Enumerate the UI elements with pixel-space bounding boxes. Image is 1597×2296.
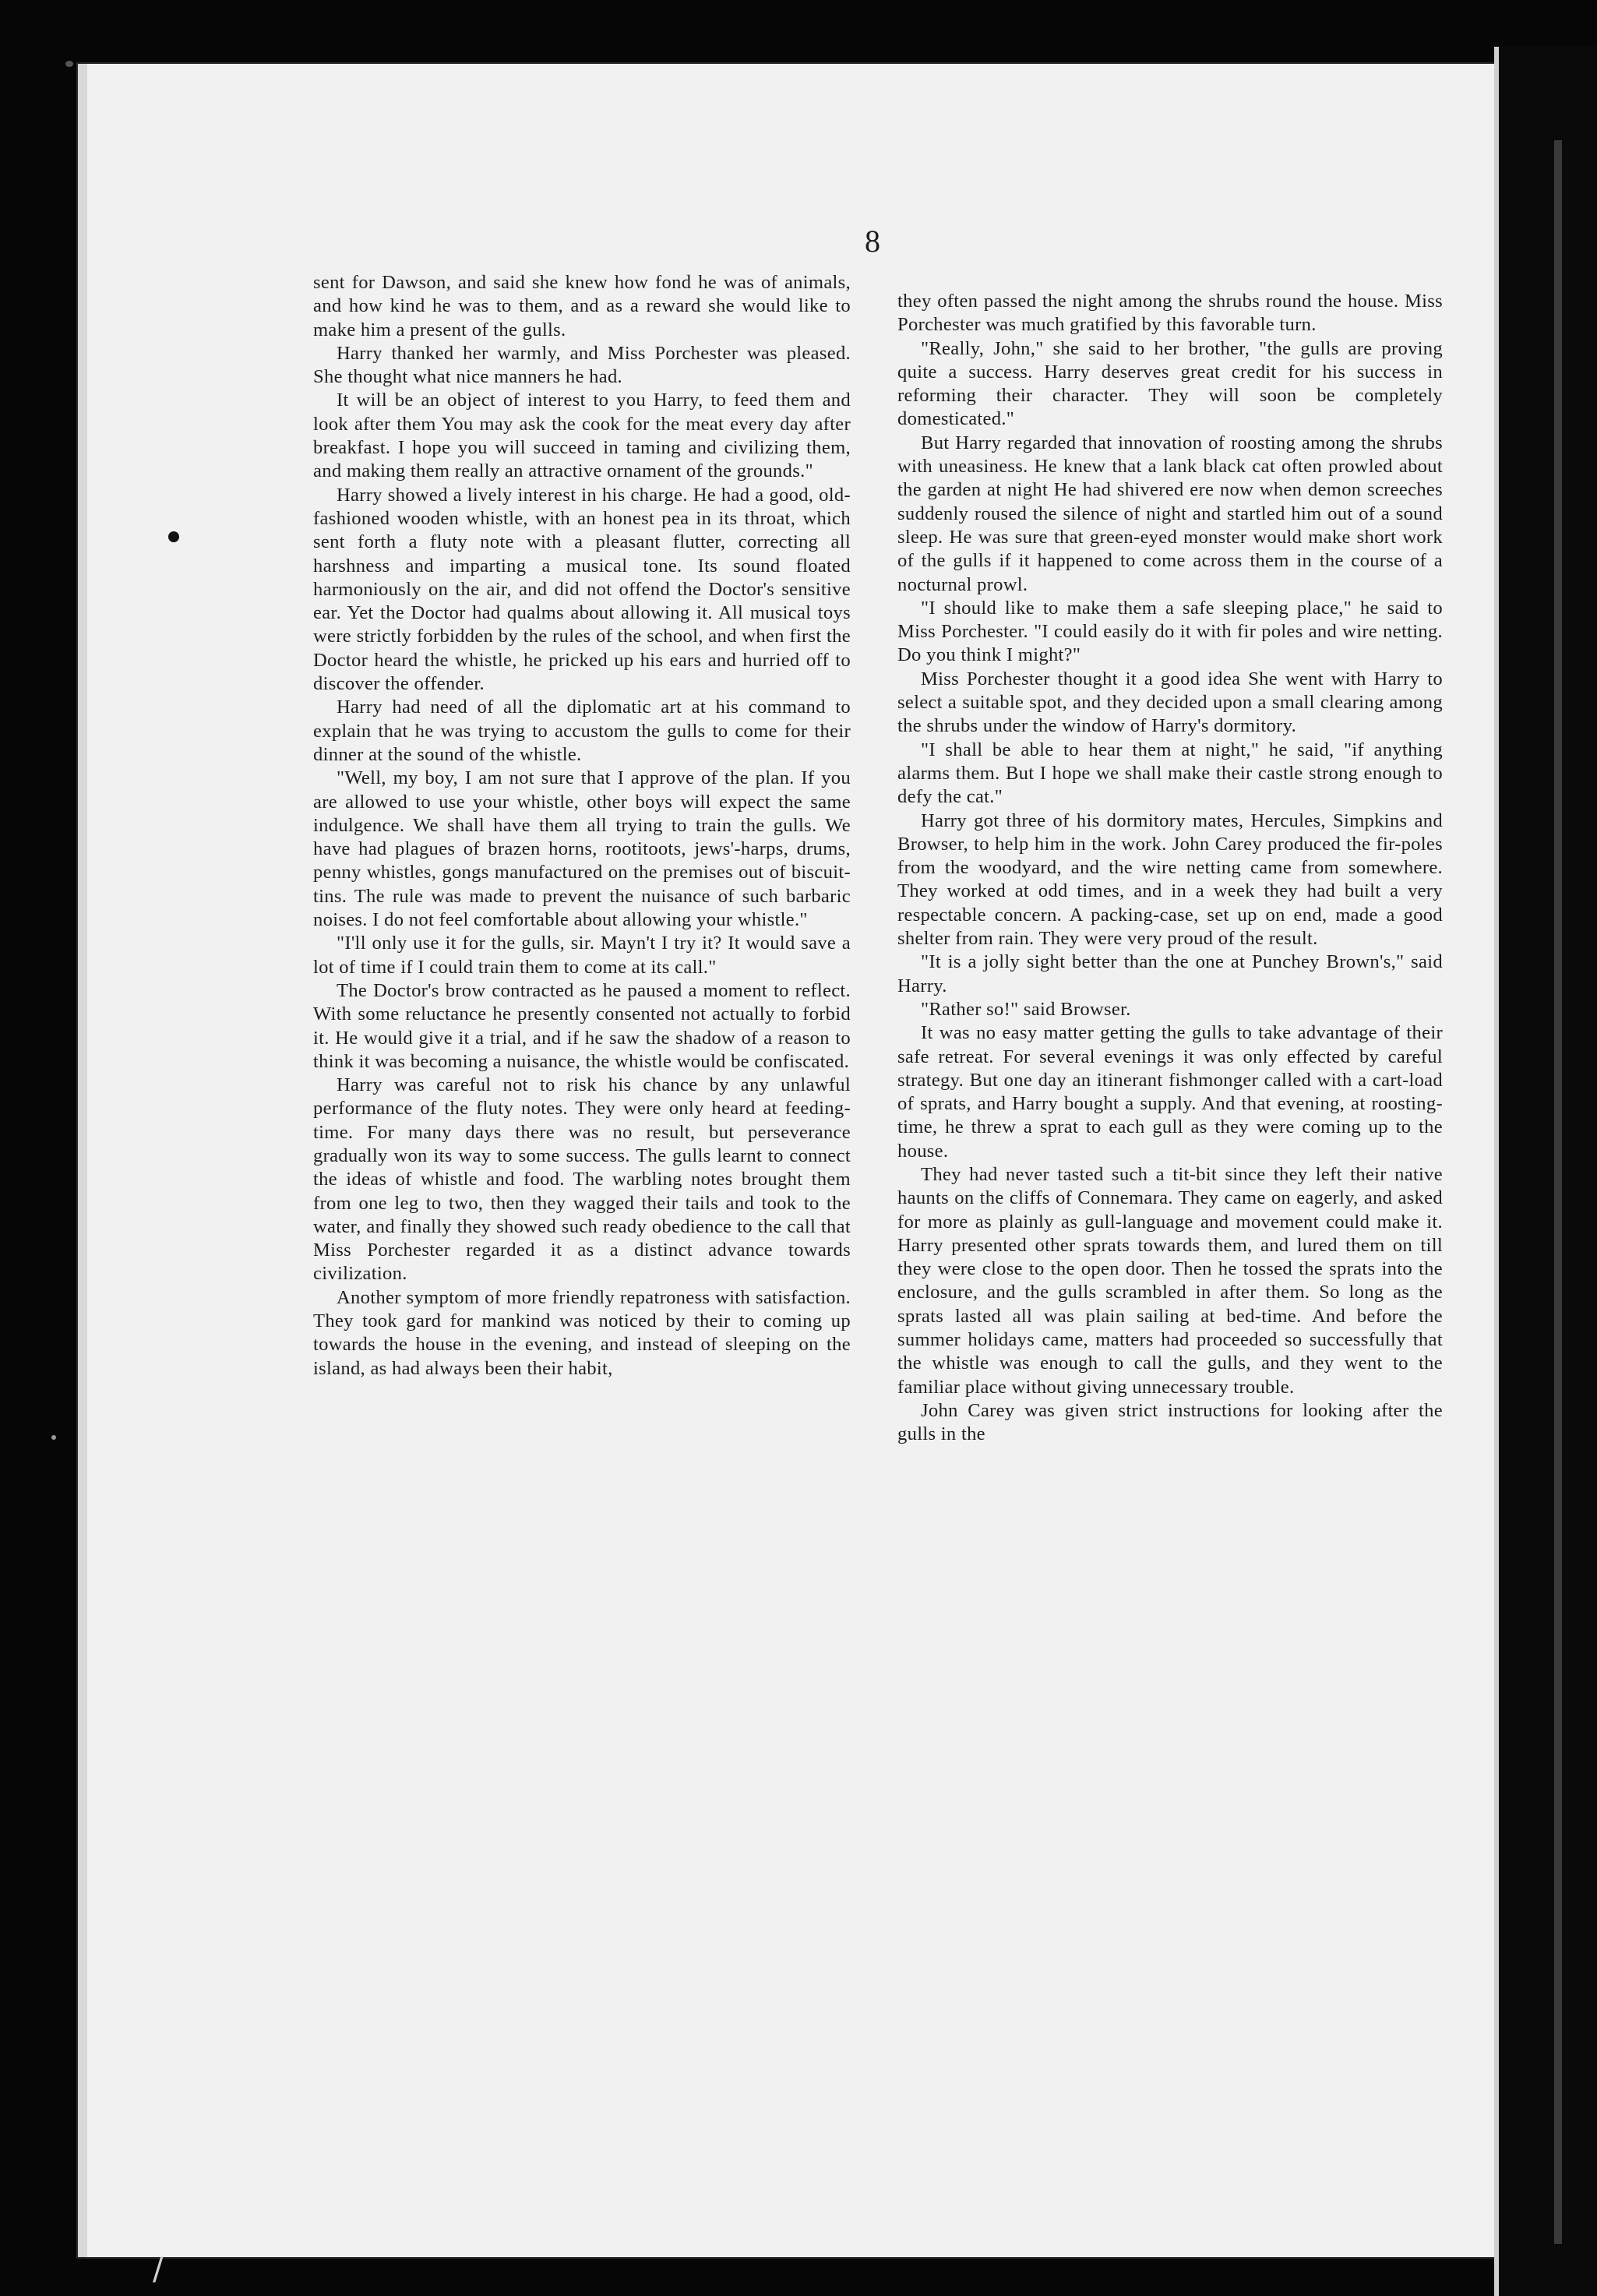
paragraph: They had never tasted such a tit-bit since they left their native haunts on the cliffs of Connemara. They came on eagerly, and asked for more as plainly as gull-language and movement could make it. Harry presented other sprats towards them, and lured them on till they were close to the open door. Then he tossed the sprats into the enclosure, and the gulls scrambled in after them. So long as the sprats lasted all was plain sailing at bed-time. And before the summer holidays came, matters had proceeded so successfully that the whistle was enough to call the gulls, and they went to the familiar place without giving unnecessary trouble. (897, 1163, 1443, 1398)
paragraph: The Doctor's brow contracted as he paused a moment to reflect. With some reluctance he presently consented not actually to forbid it. He would give it a trial, and if he saw the shadow of a reason to think it was becoming a nuisance, the whistle would be confiscated. (313, 979, 851, 1072)
paragraph: Another symptom of more friendly repatroness with satisfaction. They took gard for mankind was noticed by their to coming up towards the house in the evening, and instead of sleeping on the island, as had always been their habit, (313, 1286, 851, 1379)
paragraph: It was no easy matter getting the gulls to take advantage of their safe retreat. For several evenings it was only effected by careful strategy. But one day an itinerant fishmonger called with a cart-load of sprats, and Harry bought a supply. And that evening, at roosting-time, he threw a sprat to each gull as they were coming up to the house. (897, 1022, 1443, 1162)
paragraph: John Carey was given strict instructions for looking after the gulls in the (897, 1399, 1443, 1445)
paragraph: "It is a jolly sight better than the one at Punchey Brown's," said Harry. (897, 951, 1443, 996)
page-gutter-shadow (1554, 140, 1562, 2244)
paragraph: Harry thanked her warmly, and Miss Porchester was pleased. She thought what nice manners he had. (313, 342, 851, 388)
paragraph: they often passed the night among the shrubs round the house. Miss Porchester was much gratified by this favorable turn. (897, 291, 1443, 336)
paragraph: But Harry regarded that innovation of roosting among the shrubs with uneasiness. He knew that a lank black cat often prowled about the garden at night He had shivered ere now when demon screeches suddenly roused the silence of night and startled him out of a sound sleep. He was sure that green-eyed monster would make short work of the gulls if it happened to come across them in the course of a nocturnal prowl. (897, 432, 1443, 595)
paragraph: Miss Porchester thought it a good idea She went with Harry to select a suitable spot, and they decided upon a small clearing among the shrubs under the window of Harry's dormitory. (897, 668, 1443, 737)
paragraph: Harry showed a lively interest in his charge. He had a good, old-fashioned wooden whistle, with an honest pea in its throat, which sent forth a fluty note with a pleasant flutter, correcting all harshness and imparting a musical tone. Its sound floated harmoniously on the air, and did not offend the Doctor's sensitive ear. Yet the Doctor had qualms about allowing it. All musical toys were strictly forbidden by the rules of the school, and when first the Doctor heard the whistle, he pricked up his ears and hurried off to discover the offender. (313, 484, 851, 695)
scan-speck (168, 531, 179, 542)
paragraph: It will be an object of interest to you Harry, to feed them and look after them You may ask the cook for the meat every day after breakfast. I hope you will succeed in taming and civilizing them, and making them really an attractive ornament of the grounds." (313, 390, 851, 482)
paragraph: "Well, my boy, I am not sure that I approve of the plan. If you are allowed to use your whistle, other boys will expect the same indulgence. We shall have them all trying to train the gulls. We have had plagues of brazen horns, rootitoots, jews'-harps, drums, penny whistles, gongs manufactured on the premises out of biscuit-tins. The rule was made to prevent the nuisance of such barbaric noises. I do not feel comfortable about allowing your whistle." (313, 767, 851, 931)
paragraph: Harry had need of all the diplomatic art at his command to explain that he was trying to accustom the gulls to come for their dinner at the sound of the whistle. (313, 697, 851, 765)
scan-speck (65, 61, 73, 67)
paragraph: "I'll only use it for the gulls, sir. Mayn't I try it? It would save a lot of time if I could train them to come at its call." (313, 933, 851, 978)
paragraph: Harry got three of his dormitory mates, Hercules, Simpkins and Browser, to help him in the work. John Carey produced the fir-poles from the woodyard, and the wire netting came from somewhere. They worked at odd times, and in a week they had built a very respectable concern. A packing-case, set up on end, made a good shelter from rain. They were very proud of the result. (897, 809, 1443, 950)
paragraph: "Rather so!" said Browser. (921, 998, 1131, 1020)
scan-speck (51, 1435, 56, 1440)
paragraph: Harry was careful not to risk his chance by any unlawful performance of the fluty notes. They were only heard at feeding-time. For many days there was no result, but perseverance gradually won its way to some success. The gulls learnt to connect the ideas of whistle and food. The warbling notes brought them from one leg to two, then they wagged their tails and took to the water, and finally they showed such ready obedience to the call that Miss Porchester regarded it as a distinct advance towards civilization. (313, 1074, 851, 1285)
paragraph: "Really, John," she said to her brother, "the gulls are proving quite a success. Harry deserves great credit for his success in reforming their character. They will soon be completely domesticated." (897, 337, 1443, 430)
page-number: 8 (865, 224, 880, 259)
right-text-column (897, 290, 1443, 1447)
left-text-column (313, 271, 851, 1381)
paragraph: "I shall be able to hear them at night," he said, "if anything alarms them. But I hope we shall make their castle strong enough to defy the cat." (897, 739, 1443, 808)
paragraph: "I should like to make them a safe sleeping place," he said to Miss Porchester. "I could easily do it with fir poles and wire netting. Do you think I might?" (897, 597, 1443, 666)
facing-page-edge (1494, 47, 1597, 2296)
paragraph: sent for Dawson, and said she knew how fond he was of animals, and how kind he was to them, and as a reward she would like to make him a present of the gulls. (313, 272, 851, 340)
scan-mark: / (153, 2252, 164, 2287)
